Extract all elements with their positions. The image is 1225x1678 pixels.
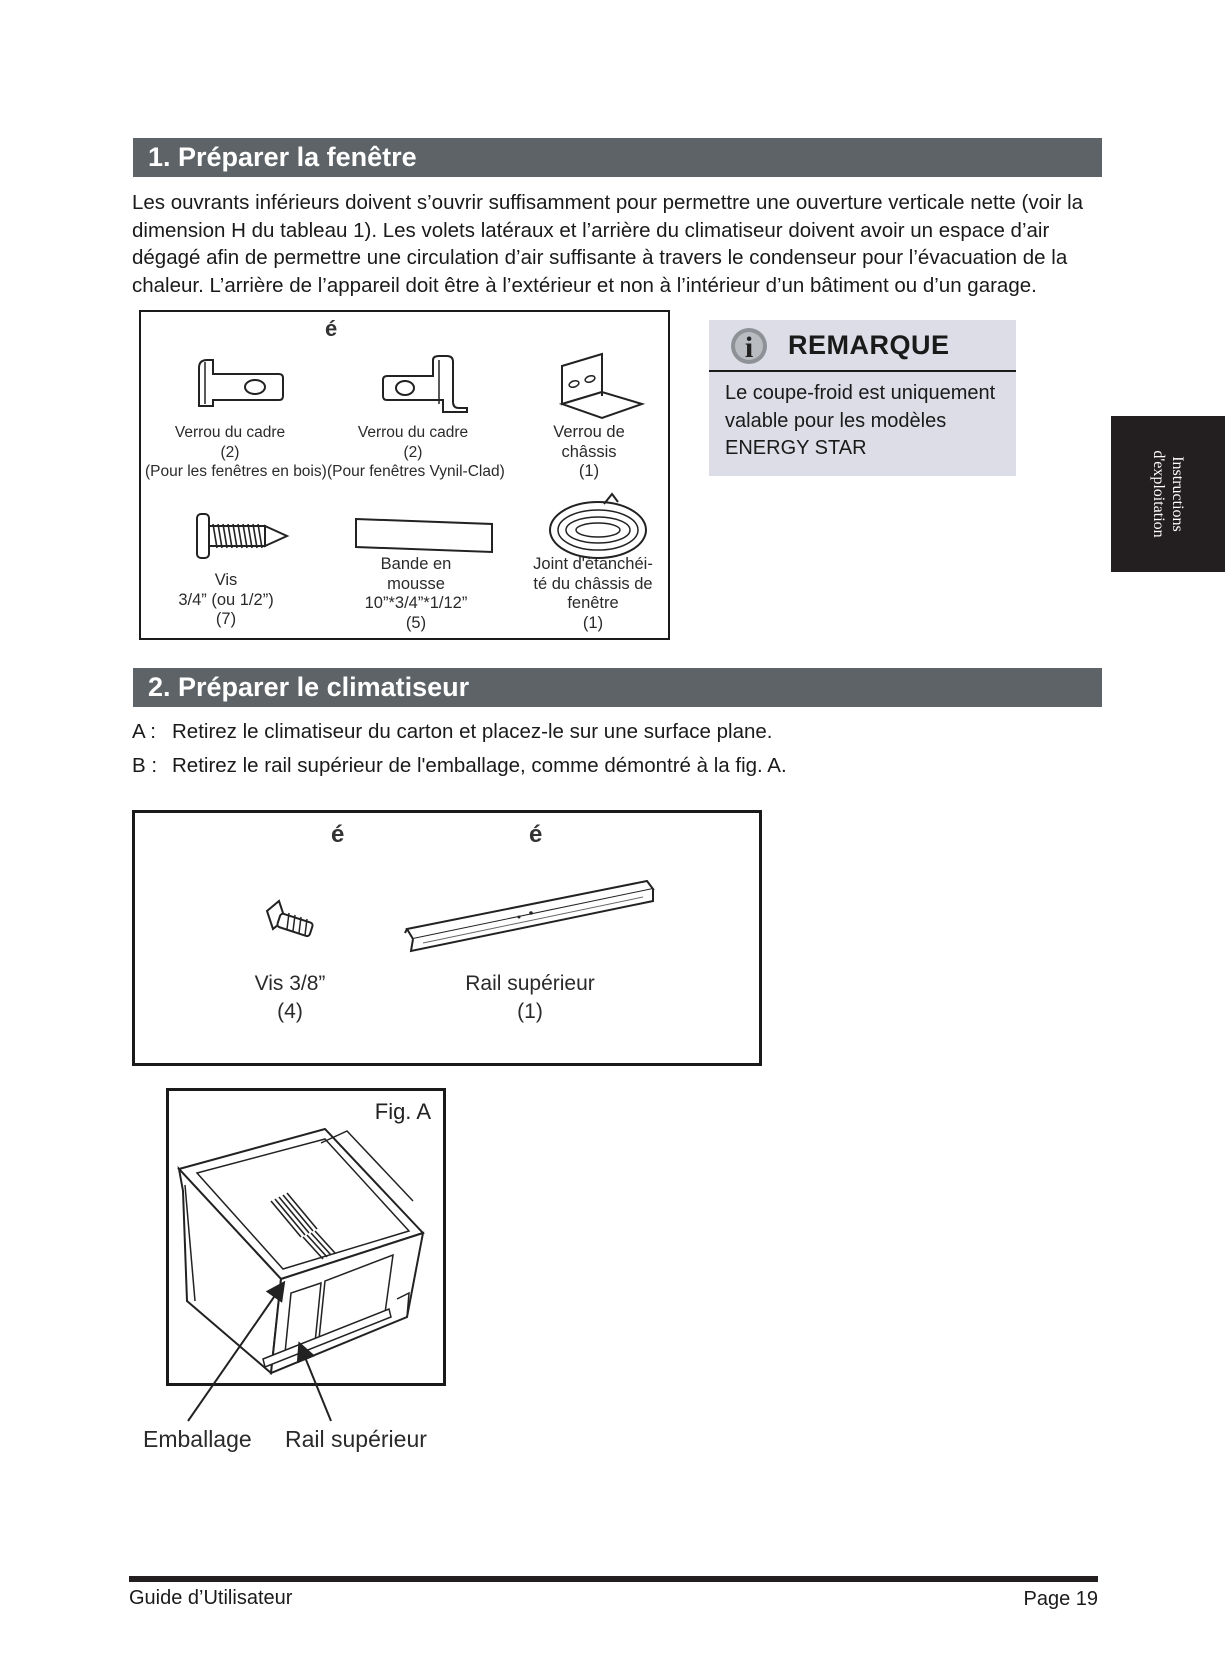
label-line: Joint d'étanchéi- [533, 555, 653, 573]
footer-guide-title: Guide d’Utilisateur [129, 1587, 293, 1609]
callout-packaging-label: Emballage [143, 1426, 252, 1452]
footer-page-number: Page 19 [1023, 1588, 1098, 1610]
step-key: B : [132, 754, 158, 777]
figure-a-label: Fig. A [374, 1099, 431, 1124]
callout-top-rail-label: Rail supérieur [285, 1426, 427, 1452]
section-1-paragraph: Les ouvrants inférieurs doivent s’ouvrir suffisamment pour permettre une ouverture verticale nette (voir la dimension H du tableau 1). Les volets latéraux et l’arrière du climatiseur doivent avoir un espace d’air dégagé afin de permettre une circulation d’air suffisante à travers le condenseur pour l’évacuation de la chaleur. L’arrière de l’appareil doit être à l’extérieur et non à l’intérieur d’un bâtiment ou d’un garage. [132, 191, 1084, 297]
section-2-title: 2. Préparer le climatiseur [133, 668, 1102, 707]
label-line: (Pour fenêtres Vynil-Clad) [327, 463, 505, 480]
note-text: Le coupe-froid est uniquement valable pour les modèles ENERGY STAR [725, 382, 996, 459]
label-line: Verrou de [553, 423, 625, 441]
label-line: té du châssis de [533, 574, 653, 593]
footer-rule [129, 1576, 1098, 1582]
step-text: Retirez le climatiseur du carton et placez-le sur une surface plane. [172, 720, 773, 743]
side-tab-line: d'exploitation [1150, 450, 1167, 538]
label-line: (1) [582, 613, 604, 632]
label-line: (1) [578, 462, 600, 480]
label-line: (5) [405, 613, 427, 632]
callout-arrow-packaging [188, 1284, 283, 1421]
label-line: 3/4” (ou 1/2”) [178, 590, 274, 609]
hardware-box-2-glyph-left: é [331, 821, 345, 848]
note-title: REMARQUE [788, 330, 950, 360]
info-icon-letter: i [744, 331, 754, 364]
step-text: Retirez le rail supérieur de l'emballage, comme démontré à la fig. A. [172, 754, 787, 777]
label-line: Bande en [380, 555, 452, 573]
label-line: (1) [517, 1000, 543, 1023]
side-tab-line: Instructions [1169, 456, 1186, 532]
label-line: fenêtre [567, 594, 619, 612]
hardware-box-1-glyph: é [325, 316, 338, 341]
label-line: Vis [214, 571, 238, 589]
label-line: Rail supérieur [465, 972, 595, 995]
label-line: Verrou du cadre [174, 424, 286, 441]
hardware-box-2-glyph-right: é [529, 821, 543, 848]
label-line: (2) [403, 443, 423, 461]
section-1-title: 1. Préparer la fenêtre [133, 138, 1102, 177]
label-line: Vis 3/8” [254, 972, 326, 995]
label-line: 10”*3/4”*1/12” [364, 594, 468, 612]
step-key: A : [132, 720, 156, 743]
label-line: Verrou du cadre [357, 424, 469, 441]
label-line: mousse [387, 574, 445, 593]
label-line: (7) [215, 610, 237, 628]
label-line: châssis [561, 442, 617, 461]
label-line: (2) [220, 443, 240, 461]
callout-arrow-top-rail [300, 1345, 331, 1421]
label-line: (Pour les fenêtres en bois) [145, 463, 327, 480]
label-line: (4) [277, 1000, 303, 1023]
